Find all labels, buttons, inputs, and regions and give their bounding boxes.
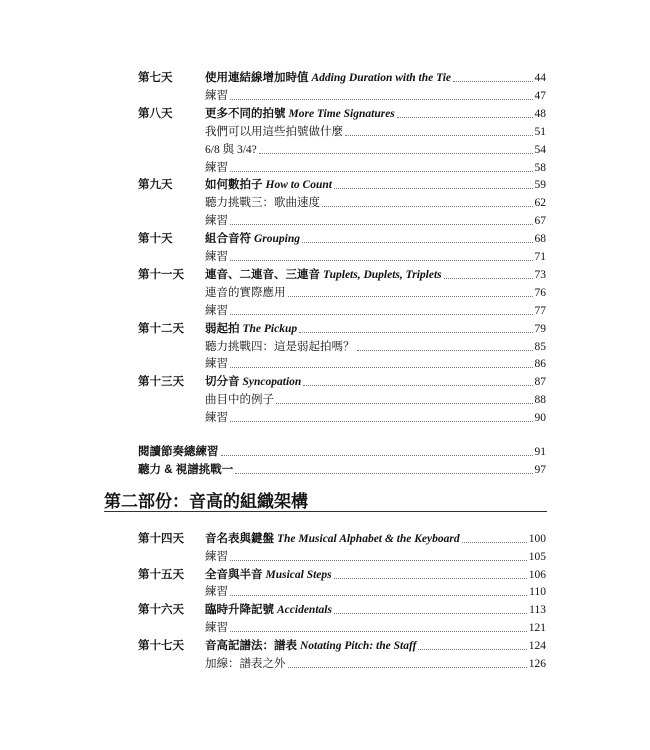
entry-title-en: Notating Pitch: the Staff: [300, 639, 417, 652]
page-number: 91: [534, 446, 546, 458]
toc-entry[interactable]: [138, 653, 546, 671]
entry-title-en: More Time Signatures: [288, 107, 395, 120]
entry-title-zh: 更多不同的拍號: [205, 107, 286, 120]
dot-leader: [299, 331, 532, 333]
dot-leader: [444, 277, 533, 279]
entry-title: [205, 375, 301, 389]
entry-body: [205, 340, 546, 354]
entry-body: [205, 550, 546, 564]
dot-leader: [397, 116, 533, 118]
entry-title-zh: 練習: [205, 215, 228, 228]
dot-leader: [334, 612, 527, 614]
dot-leader: [334, 187, 533, 189]
entry-body: [205, 568, 546, 582]
page-number: 51: [534, 125, 546, 138]
summary-title: 閱讀節奏總練習: [138, 446, 219, 458]
page-number: 113: [529, 604, 546, 617]
page-number: 110: [529, 586, 546, 599]
entry-title: [205, 603, 332, 617]
toc-entry[interactable]: [138, 282, 546, 300]
page-number: 126: [528, 657, 546, 670]
entry-title-zh: 連音、二連音、三連音: [205, 268, 320, 281]
entry-body: [138, 463, 546, 477]
toc-entry[interactable]: [138, 264, 546, 282]
day-label: 第十三天: [138, 376, 184, 389]
dot-leader: [230, 366, 533, 368]
dot-leader: [230, 420, 533, 422]
entry-title: [205, 357, 228, 371]
entry-title-en: Syncopation: [242, 376, 302, 389]
page-number: 54: [534, 143, 546, 156]
entry-body: [205, 268, 546, 282]
entry-title: [205, 411, 228, 425]
entry-title: [205, 268, 442, 282]
entry-body: [138, 445, 546, 459]
entry-body: [205, 178, 546, 192]
part-heading: 第二部份：音高的組織架構: [104, 492, 308, 511]
dot-leader: [230, 559, 527, 561]
entry-title: [205, 71, 451, 85]
entry-title: [205, 639, 416, 653]
toc-entry[interactable]: [138, 318, 546, 336]
dot-leader: [418, 648, 526, 650]
entry-body: [205, 375, 546, 389]
day-label: 第十七天: [138, 639, 184, 652]
toc-entry[interactable]: [138, 546, 546, 564]
toc-entry[interactable]: [138, 336, 546, 354]
dot-leader: [357, 349, 533, 351]
entry-title-zh: 臨時升降記號: [205, 604, 274, 617]
toc-entry[interactable]: [138, 103, 546, 121]
entry-title-en: Tuplets, Duplets, Triplets: [323, 268, 442, 281]
page-number: 67: [534, 215, 546, 228]
entry-title-zh: 練習: [205, 304, 228, 317]
entry-title: [205, 621, 228, 635]
toc-entry[interactable]: [138, 371, 546, 389]
page-number: 48: [534, 107, 546, 120]
entry-title-zh: 聽力挑戰三：歌曲速度: [205, 197, 320, 210]
entry-body: [205, 393, 546, 407]
toc-entry[interactable]: [138, 192, 546, 210]
entry-title-zh: 連音的實際應用: [205, 286, 286, 299]
entry-title: [205, 107, 395, 121]
day-label: 第十四天: [138, 533, 184, 545]
entry-title-zh: 練習: [205, 161, 228, 174]
toc-entry[interactable]: [138, 228, 546, 246]
entry-body: [205, 657, 546, 671]
entry-body: [205, 621, 546, 635]
page-number: 58: [534, 161, 546, 174]
dot-leader: [462, 541, 527, 543]
entry-title: [205, 532, 460, 546]
page-number: 124: [528, 639, 546, 652]
entry-title-zh: 練習: [205, 412, 228, 425]
toc-entry[interactable]: [138, 157, 546, 175]
entry-title-en: How to Count: [265, 179, 332, 192]
entry-title: [205, 657, 286, 671]
entry-title-en: The Pickup: [242, 322, 298, 335]
dot-leader: [276, 402, 533, 404]
entry-title: [205, 393, 274, 407]
entry-body: [205, 585, 546, 599]
dot-leader: [302, 241, 532, 243]
page-number: 90: [534, 412, 546, 425]
page-number: 105: [528, 550, 546, 563]
dot-leader: [230, 259, 533, 261]
entry-body: [205, 89, 546, 103]
entry-body: [205, 232, 546, 246]
entry-title-en: Adding Duration with the Tie: [311, 72, 452, 84]
toc-entry[interactable]: [138, 85, 546, 103]
entry-title: [205, 196, 320, 210]
toc-entry[interactable]: [138, 407, 546, 425]
day-label: 第九天: [138, 179, 173, 192]
page-number: 86: [534, 358, 546, 371]
page-number: 121: [528, 622, 546, 634]
entry-body: [205, 286, 546, 300]
day-label: 第十天: [138, 233, 173, 246]
toc-entry[interactable]: [138, 300, 546, 318]
dot-leader: [322, 205, 533, 207]
entry-title-zh: 音高記譜法：譜表: [205, 639, 297, 652]
day-label: 第十六天: [138, 604, 184, 617]
day-label: 第八天: [138, 107, 173, 120]
page-number: 76: [534, 286, 546, 299]
dot-leader: [230, 594, 527, 596]
page-number: 100: [528, 533, 546, 545]
toc-entry[interactable]: [138, 139, 546, 157]
entry-title-zh: 切分音: [205, 376, 240, 389]
dot-leader: [230, 98, 533, 100]
entry-title: [205, 286, 286, 300]
entry-title-zh: 6/8 與 3/4?: [205, 143, 257, 156]
toc-entry[interactable]: [138, 635, 546, 653]
entry-title-zh: 練習: [205, 586, 228, 599]
toc-entry[interactable]: [138, 564, 546, 582]
toc-entry[interactable]: [138, 581, 546, 599]
entry-body: [205, 304, 546, 318]
page-number: 47: [534, 89, 546, 102]
entry-body: [205, 143, 546, 157]
summary-title: 聽力 & 視譜挑戰一: [138, 463, 234, 476]
entry-body: [205, 214, 546, 228]
entry-title-zh: 弱起拍: [205, 322, 240, 335]
day-label: 第十一天: [138, 268, 184, 281]
summary-entry[interactable]: [138, 459, 546, 477]
toc-entry[interactable]: [138, 528, 546, 546]
entry-body: [205, 411, 546, 425]
entry-title: [205, 232, 300, 246]
dot-leader: [221, 454, 533, 456]
entry-title-en: Accidentals: [277, 604, 332, 617]
entry-title: [205, 568, 332, 582]
entry-title-zh: 音名表與鍵盤: [205, 533, 274, 545]
entry-title: [205, 585, 228, 599]
entry-title-zh: 加線：譜表之外: [205, 657, 286, 670]
page-number: 44: [534, 72, 546, 84]
entry-body: [205, 250, 546, 264]
entry-title: [205, 322, 297, 336]
entry-body: [205, 107, 546, 121]
dot-leader: [288, 295, 533, 297]
entry-title-zh: 練習: [205, 358, 228, 371]
entry-title: [205, 143, 257, 157]
entry-title: [205, 214, 228, 228]
day-label: 第十二天: [138, 322, 184, 335]
dot-leader: [230, 630, 527, 632]
toc-entry[interactable]: [138, 210, 546, 228]
entry-title: [205, 250, 228, 264]
page-number: 88: [534, 394, 546, 407]
page-number: 59: [534, 179, 546, 192]
entry-body: [205, 71, 546, 85]
entry-title: [205, 89, 228, 103]
entry-title-zh: 我們可以用這些拍號做什麼: [205, 125, 343, 138]
dot-leader: [334, 577, 527, 579]
summary-entry[interactable]: [138, 441, 546, 459]
page-number: 62: [534, 197, 546, 210]
entry-title-zh: 組合音符: [205, 233, 251, 246]
page-number: 77: [534, 304, 546, 317]
entry-title-zh: 使用連結線增加時值: [205, 72, 309, 84]
toc-entry[interactable]: [138, 174, 546, 192]
page-number: 85: [534, 340, 546, 353]
entry-body: [205, 603, 546, 617]
entry-title-zh: 如何數拍子: [205, 179, 263, 192]
dot-leader: [453, 80, 532, 82]
toc-entry[interactable]: [138, 246, 546, 264]
entry-title: [205, 340, 355, 354]
entry-title-zh: 練習: [205, 251, 228, 263]
entry-body: [205, 532, 546, 546]
entry-title-en: Musical Steps: [265, 568, 332, 581]
page-number: 73: [534, 268, 546, 281]
day-label: 第十五天: [138, 568, 184, 581]
toc-entry[interactable]: [138, 353, 546, 371]
entry-body: [205, 125, 546, 139]
page-number: 79: [534, 322, 546, 335]
entry-title-zh: 練習: [205, 550, 228, 563]
dot-leader: [230, 223, 533, 225]
entry-body: [205, 357, 546, 371]
entry-body: [205, 322, 546, 336]
entry-title: [205, 550, 228, 564]
entry-title-zh: 練習: [205, 89, 228, 102]
page-number: 68: [534, 233, 546, 246]
entry-title-zh: 練習: [205, 622, 228, 634]
page-number: 106: [528, 568, 546, 581]
dot-leader: [345, 134, 533, 136]
entry-title-en: The Musical Alphabet & the Keyboard: [277, 533, 460, 545]
toc-entry[interactable]: [138, 617, 546, 635]
dot-leader: [235, 472, 532, 474]
heading-rule-divider: [104, 511, 547, 512]
toc-entry[interactable]: [138, 389, 546, 407]
dot-leader: [303, 384, 532, 386]
toc-entry[interactable]: [138, 599, 546, 617]
dot-leader: [259, 152, 533, 154]
dot-leader: [230, 313, 533, 315]
entry-body: [205, 161, 546, 175]
entry-title: [205, 125, 343, 139]
entry-body: [205, 196, 546, 210]
entry-body: [205, 639, 546, 653]
entry-title-zh: 全音與半音: [205, 568, 263, 581]
toc-entry[interactable]: [138, 121, 546, 139]
day-label: 第七天: [138, 72, 173, 84]
page-number: 71: [534, 251, 546, 263]
page-number: 87: [534, 376, 546, 389]
dot-leader: [288, 666, 527, 668]
entry-title-zh: 聽力挑戰四：這是弱起拍嗎？: [205, 340, 355, 353]
entry-title: [205, 304, 228, 318]
page-number: 97: [534, 463, 546, 476]
entry-title: [205, 161, 228, 175]
toc-entry[interactable]: [138, 67, 546, 85]
entry-title-zh: 曲目中的例子: [205, 394, 274, 407]
dot-leader: [230, 170, 533, 172]
entry-title-en: Grouping: [254, 233, 301, 246]
entry-title: [205, 178, 332, 192]
